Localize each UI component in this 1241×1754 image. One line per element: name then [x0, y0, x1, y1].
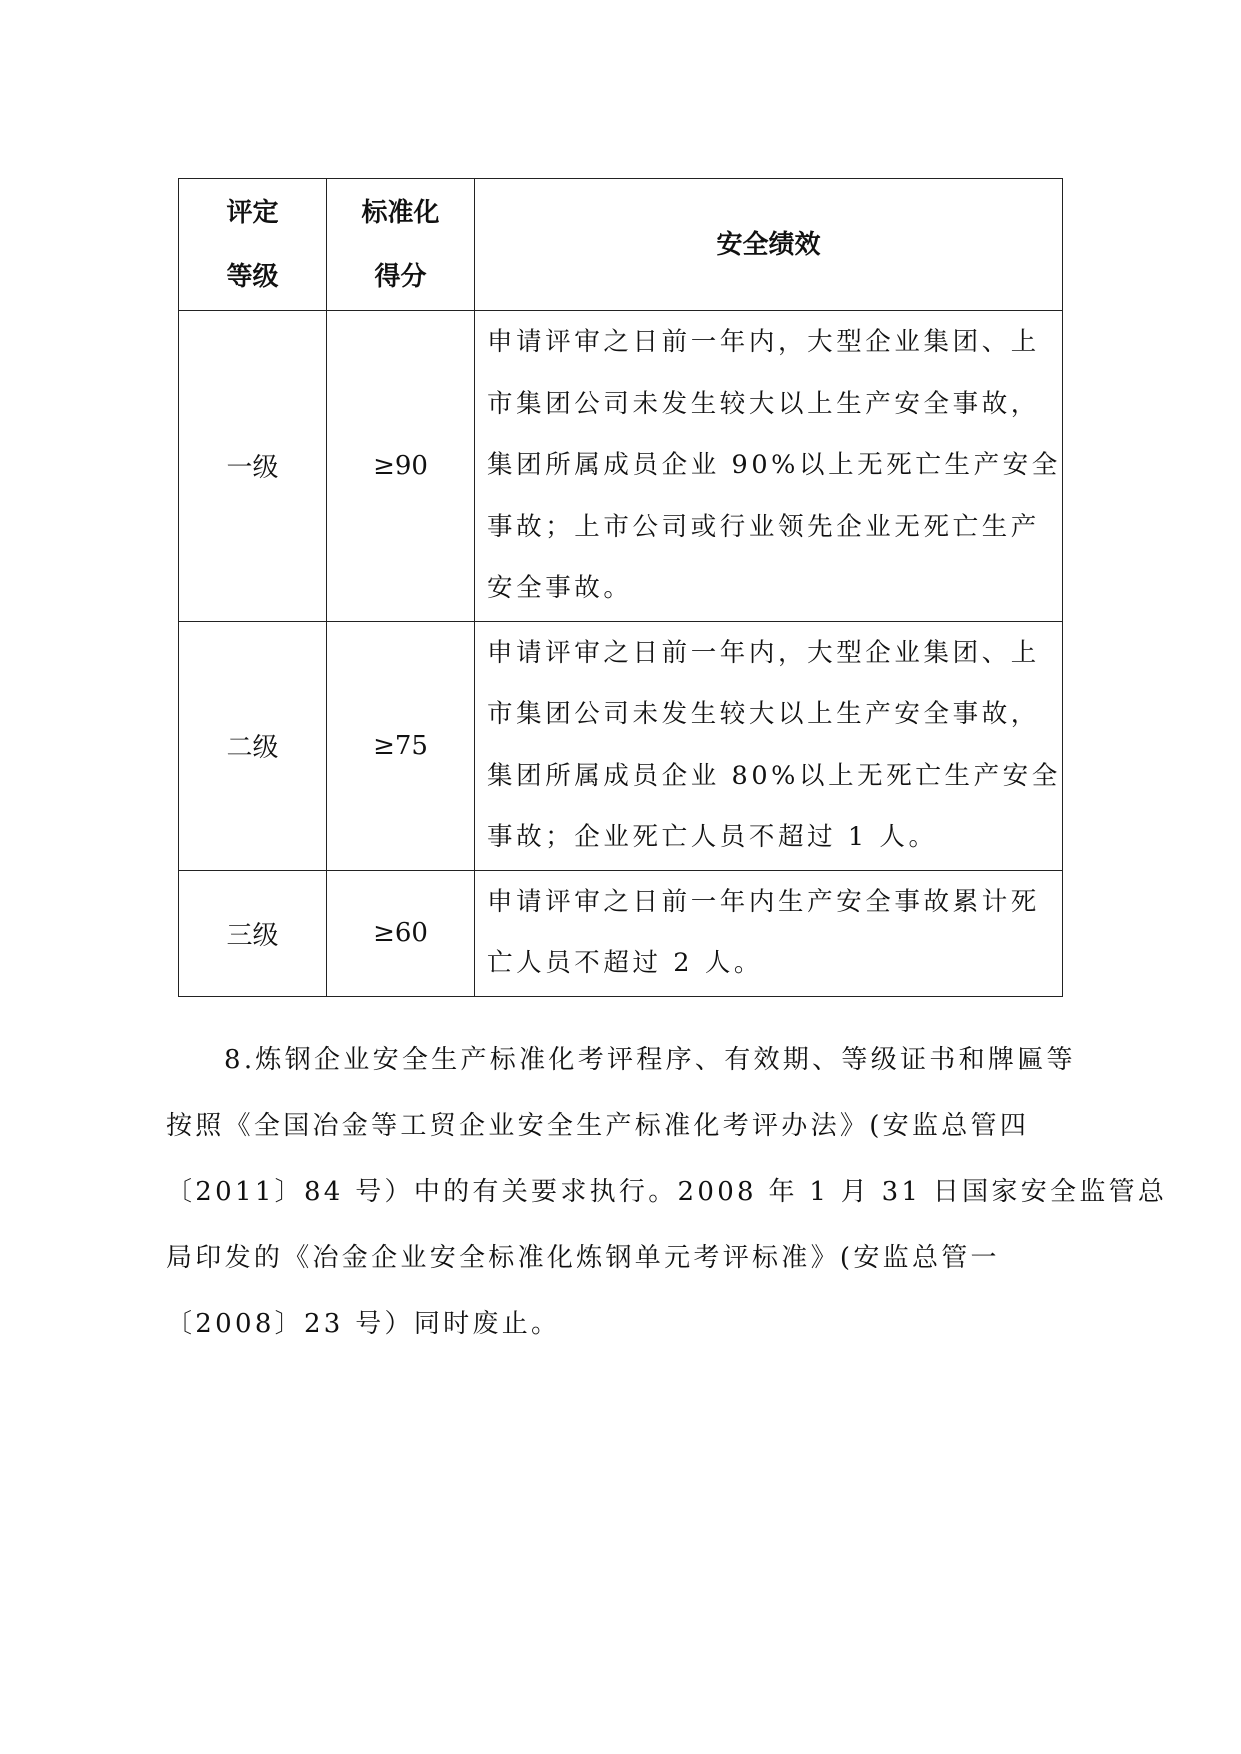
row-score: ≥90 — [327, 311, 475, 622]
header-level-line2: 等级 — [226, 261, 279, 292]
table-row — [179, 621, 1063, 870]
paragraph-line: 局印发的《冶金企业安全标准化炼钢单元考评标准》(安监总管一 — [166, 1243, 1000, 1273]
row-performance — [475, 621, 1063, 870]
performance-line: 申请评审之日前一年内，大型企业集团、上 — [487, 637, 1040, 668]
header-score — [327, 179, 475, 311]
body-paragraph — [166, 1027, 1168, 1357]
performance-line: 市集团公司未发生较大以上生产安全事故， — [487, 699, 1040, 729]
table-row — [179, 311, 1063, 622]
row-score: ≥60 — [327, 870, 475, 996]
row-level: 一级 — [179, 311, 327, 622]
performance-line: 事故；上市公司或行业领先企业无死亡生产 — [487, 511, 1040, 542]
grade-criteria-table — [178, 178, 1063, 997]
performance-line: 事故；企业死亡人员不超过 1 人。 — [487, 822, 938, 852]
header-score-line2: 得分 — [374, 261, 427, 292]
header-score-line1: 标准化 — [361, 197, 440, 228]
row-level: 二级 — [179, 621, 327, 870]
performance-line: 集团所属成员企业 90%以上无死亡生产安全 — [487, 450, 1061, 480]
performance-line: 安全事故。 — [487, 573, 633, 603]
header-level-line1: 评定 — [226, 197, 279, 228]
paragraph-line: 按照《全国冶金等工贸企业安全生产标准化考评办法》(安监总管四 — [166, 1111, 1030, 1141]
performance-line: 申请评审之日前一年内生产安全事故累计死 — [487, 886, 1040, 917]
performance-line: 亡人员不超过 2 人。 — [487, 948, 764, 978]
performance-line: 市集团公司未发生较大以上生产安全事故， — [487, 388, 1040, 419]
row-score: ≥75 — [327, 621, 475, 870]
performance-line: 申请评审之日前一年内，大型企业集团、上 — [487, 327, 1040, 357]
row-performance — [475, 870, 1063, 996]
paragraph-line: 8.炼钢企业安全生产标准化考评程序、有效期、等级证书和牌匾等 — [224, 1045, 1076, 1075]
header-performance — [475, 179, 1063, 311]
header-performance-label: 安全绩效 — [716, 229, 821, 260]
row-performance — [475, 311, 1063, 622]
paragraph-line: 〔2011〕84 号）中的有关要求执行。2008 年 1 月 31 日国家安全监管总 — [166, 1177, 1168, 1207]
header-level — [179, 179, 327, 311]
paragraph-line: 〔2008〕23 号）同时废止。 — [166, 1309, 561, 1339]
table-header-row — [179, 179, 1063, 311]
table-row — [179, 870, 1063, 996]
performance-line: 集团所属成员企业 80%以上无死亡生产安全 — [487, 760, 1061, 791]
row-level: 三级 — [179, 870, 327, 996]
